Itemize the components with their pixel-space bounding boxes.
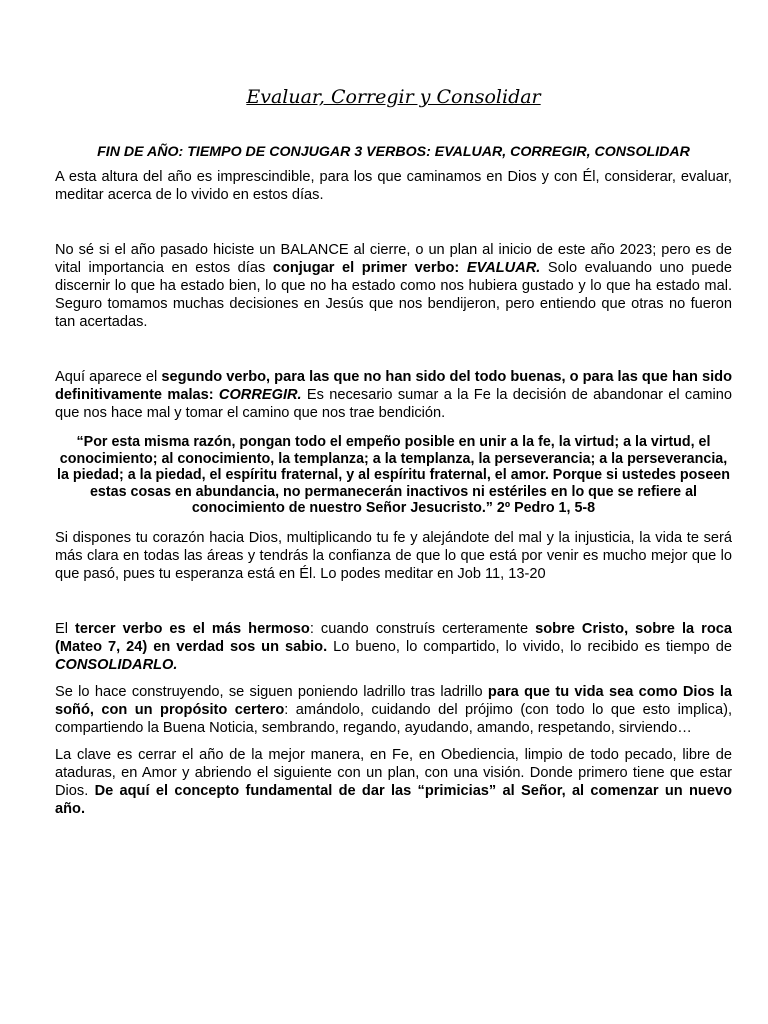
paragraph-corazon: Si dispones tu corazón hacia Dios, multiplicando tu fe y alejándote del mal y la injusticia, la vida te será más clara en todas las áreas y tendrás la confianza de que lo que está por venir es mucho mejor que lo que pasó, pues tu esperanza está en Él. Lo podes meditar en Job 11, 13-20: [55, 529, 732, 582]
text-run: Se lo hace construyendo, se siguen poniendo ladrillo tras ladrillo: [55, 683, 488, 700]
paragraph-corregir: [55, 368, 732, 422]
bold-text: para que tu vida sea como Dios la soñó, con un propósito certero: [55, 683, 732, 718]
bold-italic-text: EVALUAR.: [466, 260, 541, 276]
paragraph-consolidar: [55, 620, 732, 674]
document-title: Evaluar, Corregir y Consolidar: [246, 86, 541, 108]
text-run: Aquí aparece el: [55, 369, 162, 385]
bible-quote: “Por esta misma razón, pongan todo el empeño posible en unir a la fe, la virtud; a la virtud, el conocimiento; al conocimiento, la templanza; a la templanza, la perseverancia; a la perseverancia, la piedad; a la piedad, el espíritu fraternal, y al espíritu fraternal, el amor. Porque si ustedes poseen estas cosas en abundancia, no permanecerán inactivos ni estériles en lo que se refiere al conocimiento de nuestro Señor Jesucristo.” 2º Pedro 1, 5-8: [57, 434, 730, 516]
bold-italic-text: CONSOLIDARLO.: [55, 656, 178, 673]
bold-text: segundo verbo, para las que no han sido del todo buenas, o para las que han sido definitivamente malas:: [55, 369, 732, 403]
bold-text: sobre Cristo, sobre la roca (Mateo 7, 24) en verdad sos un sabio.: [55, 620, 733, 655]
bold-text: tercer verbo es el más hermoso: [75, 620, 310, 637]
paragraph-construyendo: [55, 683, 732, 737]
text-run: : amándolo, cuidando del prójimo (con todo lo que esto implica), compartiendo la Buena Noticia, sembrando, regando, ayudando, amando, respetando, sirviendo…: [55, 701, 733, 736]
text-run: Es necesario sumar a la Fe la decisión de abandonar el camino que nos hace mal y tomar el camino que nos trae bendición.: [55, 387, 732, 421]
text-run: La clave es cerrar el año de la mejor manera, en Fe, en Obediencia, limpio de todo pecado, libre de ataduras, en Amor y abriendo el siguiente con un plan, con una visión. Donde primero tiene que estar Dios.: [55, 746, 732, 799]
text-run: : cuando construís certeramente: [309, 620, 536, 637]
text-run: Solo evaluando uno puede discernir lo que ha estado bien, lo que no ha estado como nos hubiera gustado y lo que ha estado mal. Seguro tomamos muchas decisiones en Jesús que nos bendijeron, pero entiendo que otras no fueron tan acertadas.: [55, 260, 732, 330]
paragraph-evaluar: [55, 241, 732, 331]
bold-text: De aquí el concepto fundamental de dar las “primicias” al Señor, al comenzar un nuevo año.: [55, 782, 732, 817]
text-run: Lo bueno, lo compartido, lo vivido, lo recibido es tiempo de: [327, 638, 732, 655]
bold-italic-text: CORREGIR.: [218, 387, 302, 403]
text-run: No sé si el año pasado hiciste un BALANCE al cierre, o un plan al inicio de este año 2023; pero es de vital importancia en estos días: [55, 242, 732, 276]
text-run: El: [55, 620, 76, 637]
paragraph-clave: [55, 746, 732, 818]
section-heading: FIN DE AÑO: TIEMPO DE CONJUGAR 3 VERBOS: EVALUAR, CORREGIR, CONSOLIDAR: [97, 144, 690, 160]
document-page: [55, 86, 732, 818]
bold-text: conjugar el primer verbo:: [272, 260, 467, 276]
paragraph-intro: A esta altura del año es imprescindible, para los que caminamos en Dios y con Él, considerar, evaluar, meditar acerca de lo vivido en estos días.: [55, 169, 732, 203]
